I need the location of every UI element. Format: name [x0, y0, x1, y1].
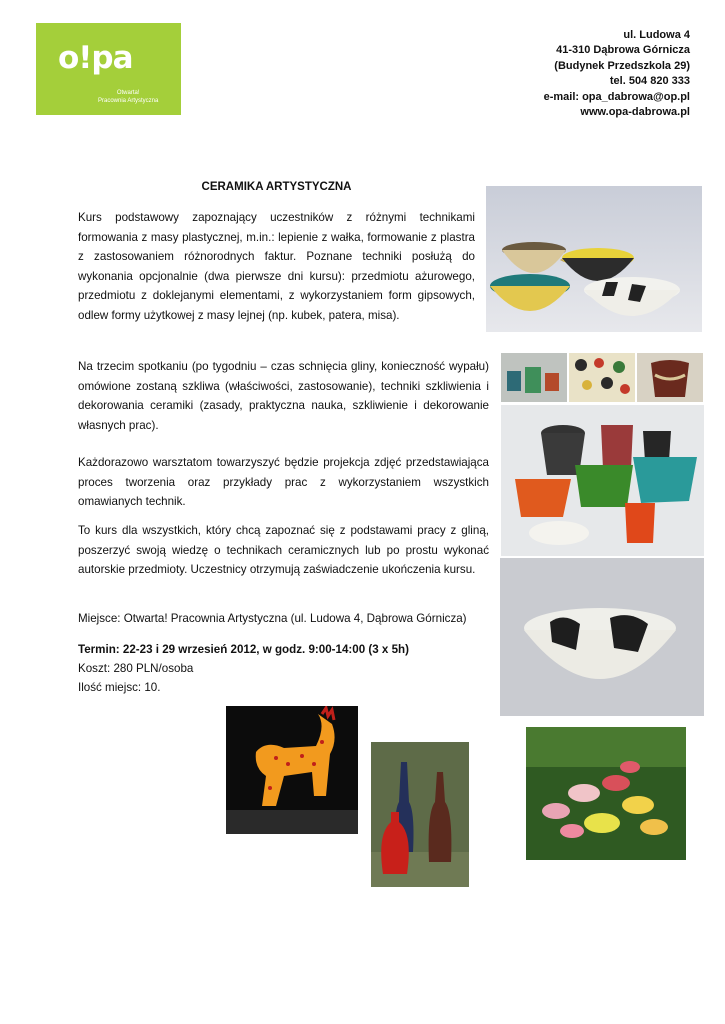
- paragraph-intro: Kurs podstawowy zapoznający uczestników z różnymi technikami formowania z masy plastycznej, m.in.: lepienie z wałka, formowanie z plastra z zastosowaniem różnorodnych faktur. Poznane techniki posłużą do wykonania opcjonalnie (dwa pierwsze dni kursu): przedmiotu ażurowego, przedmiotu z doklejanymi elementami, z wykorzystaniem form gipsowych, odlew formy użytkowej z masy lejnej (np. kubek, patera, misa).: [78, 211, 475, 322]
- photo-ceramic-flowers: [526, 727, 686, 860]
- logo-mark: o!pa: [58, 40, 133, 76]
- photo-mugs-small: [501, 353, 567, 402]
- photo-dark-vessel: [637, 353, 703, 402]
- address-block: [544, 28, 690, 120]
- address-street: ul. Ludowa 4: [623, 29, 690, 41]
- photo-ceramic-horse: [226, 706, 358, 834]
- paragraph-projection: Każdorazowo warsztatom towarzyszyć będzie projekcja zdjęć przedstawiająca proces tworzenia oraz przykłady prac z wykorzystaniem wszystkich omawianych technik.: [78, 456, 489, 509]
- photo-bowls: [486, 186, 702, 332]
- address-building: (Budynek Przedszkola 29): [554, 59, 690, 72]
- logo: [36, 23, 181, 115]
- address-city: 41-310 Dąbrowa Górnicza: [556, 44, 690, 57]
- page-title: CERAMIKA ARTYSTYCZNA: [201, 181, 352, 193]
- term-line: Termin: 22-23 i 29 wrzesień 2012, w godz. 9:00-14:00 (3 x 5h): [78, 643, 409, 656]
- place-line: Miejsce: Otwarta! Pracownia Artystyczna (ul. Ludowa 4, Dąbrowa Górnicza): [78, 612, 467, 625]
- photo-colorful-mugs: [501, 405, 704, 556]
- paragraph-third-meeting: Na trzecim spotkaniu (po tygodniu – czas schnięcia gliny, konieczność wypału) omówione zostaną szkliwa (właściwości, zastosowanie), techniki szkliwienia i dekorowania ceramiki (zasady, praktyczna nauka, szkliwienie i dekorowanie własnych prac).: [78, 360, 489, 432]
- photo-dots-plate: [569, 353, 635, 402]
- photo-black-white-bowl: [500, 558, 704, 716]
- address-phone: tel. 504 820 333: [609, 75, 690, 88]
- address-email[interactable]: e-mail: opa_dabrowa@op.pl: [543, 90, 690, 103]
- photo-vases: [371, 742, 469, 887]
- logo-sub-line2: Pracownia Artystyczna: [98, 98, 159, 104]
- cost-line: Koszt: 280 PLN/osoba: [78, 662, 194, 675]
- seats-line: Ilość miejsc: 10.: [78, 681, 161, 694]
- logo-subtitle: [98, 89, 158, 105]
- logo-sub-line1: Otwarta!: [116, 90, 140, 96]
- address-web[interactable]: www.opa-dabrowa.pl: [580, 106, 690, 119]
- paragraph-audience: To kurs dla wszystkich, który chcą zapoznać się z podstawami pracy z gliną, poszerzyć swoją wiedzę o technikach ceramicznych lub po prostu wykonać autorskie przedmioty. Uczestnicy otrzymują zaświadczenie ukończenia kursu.: [78, 524, 489, 577]
